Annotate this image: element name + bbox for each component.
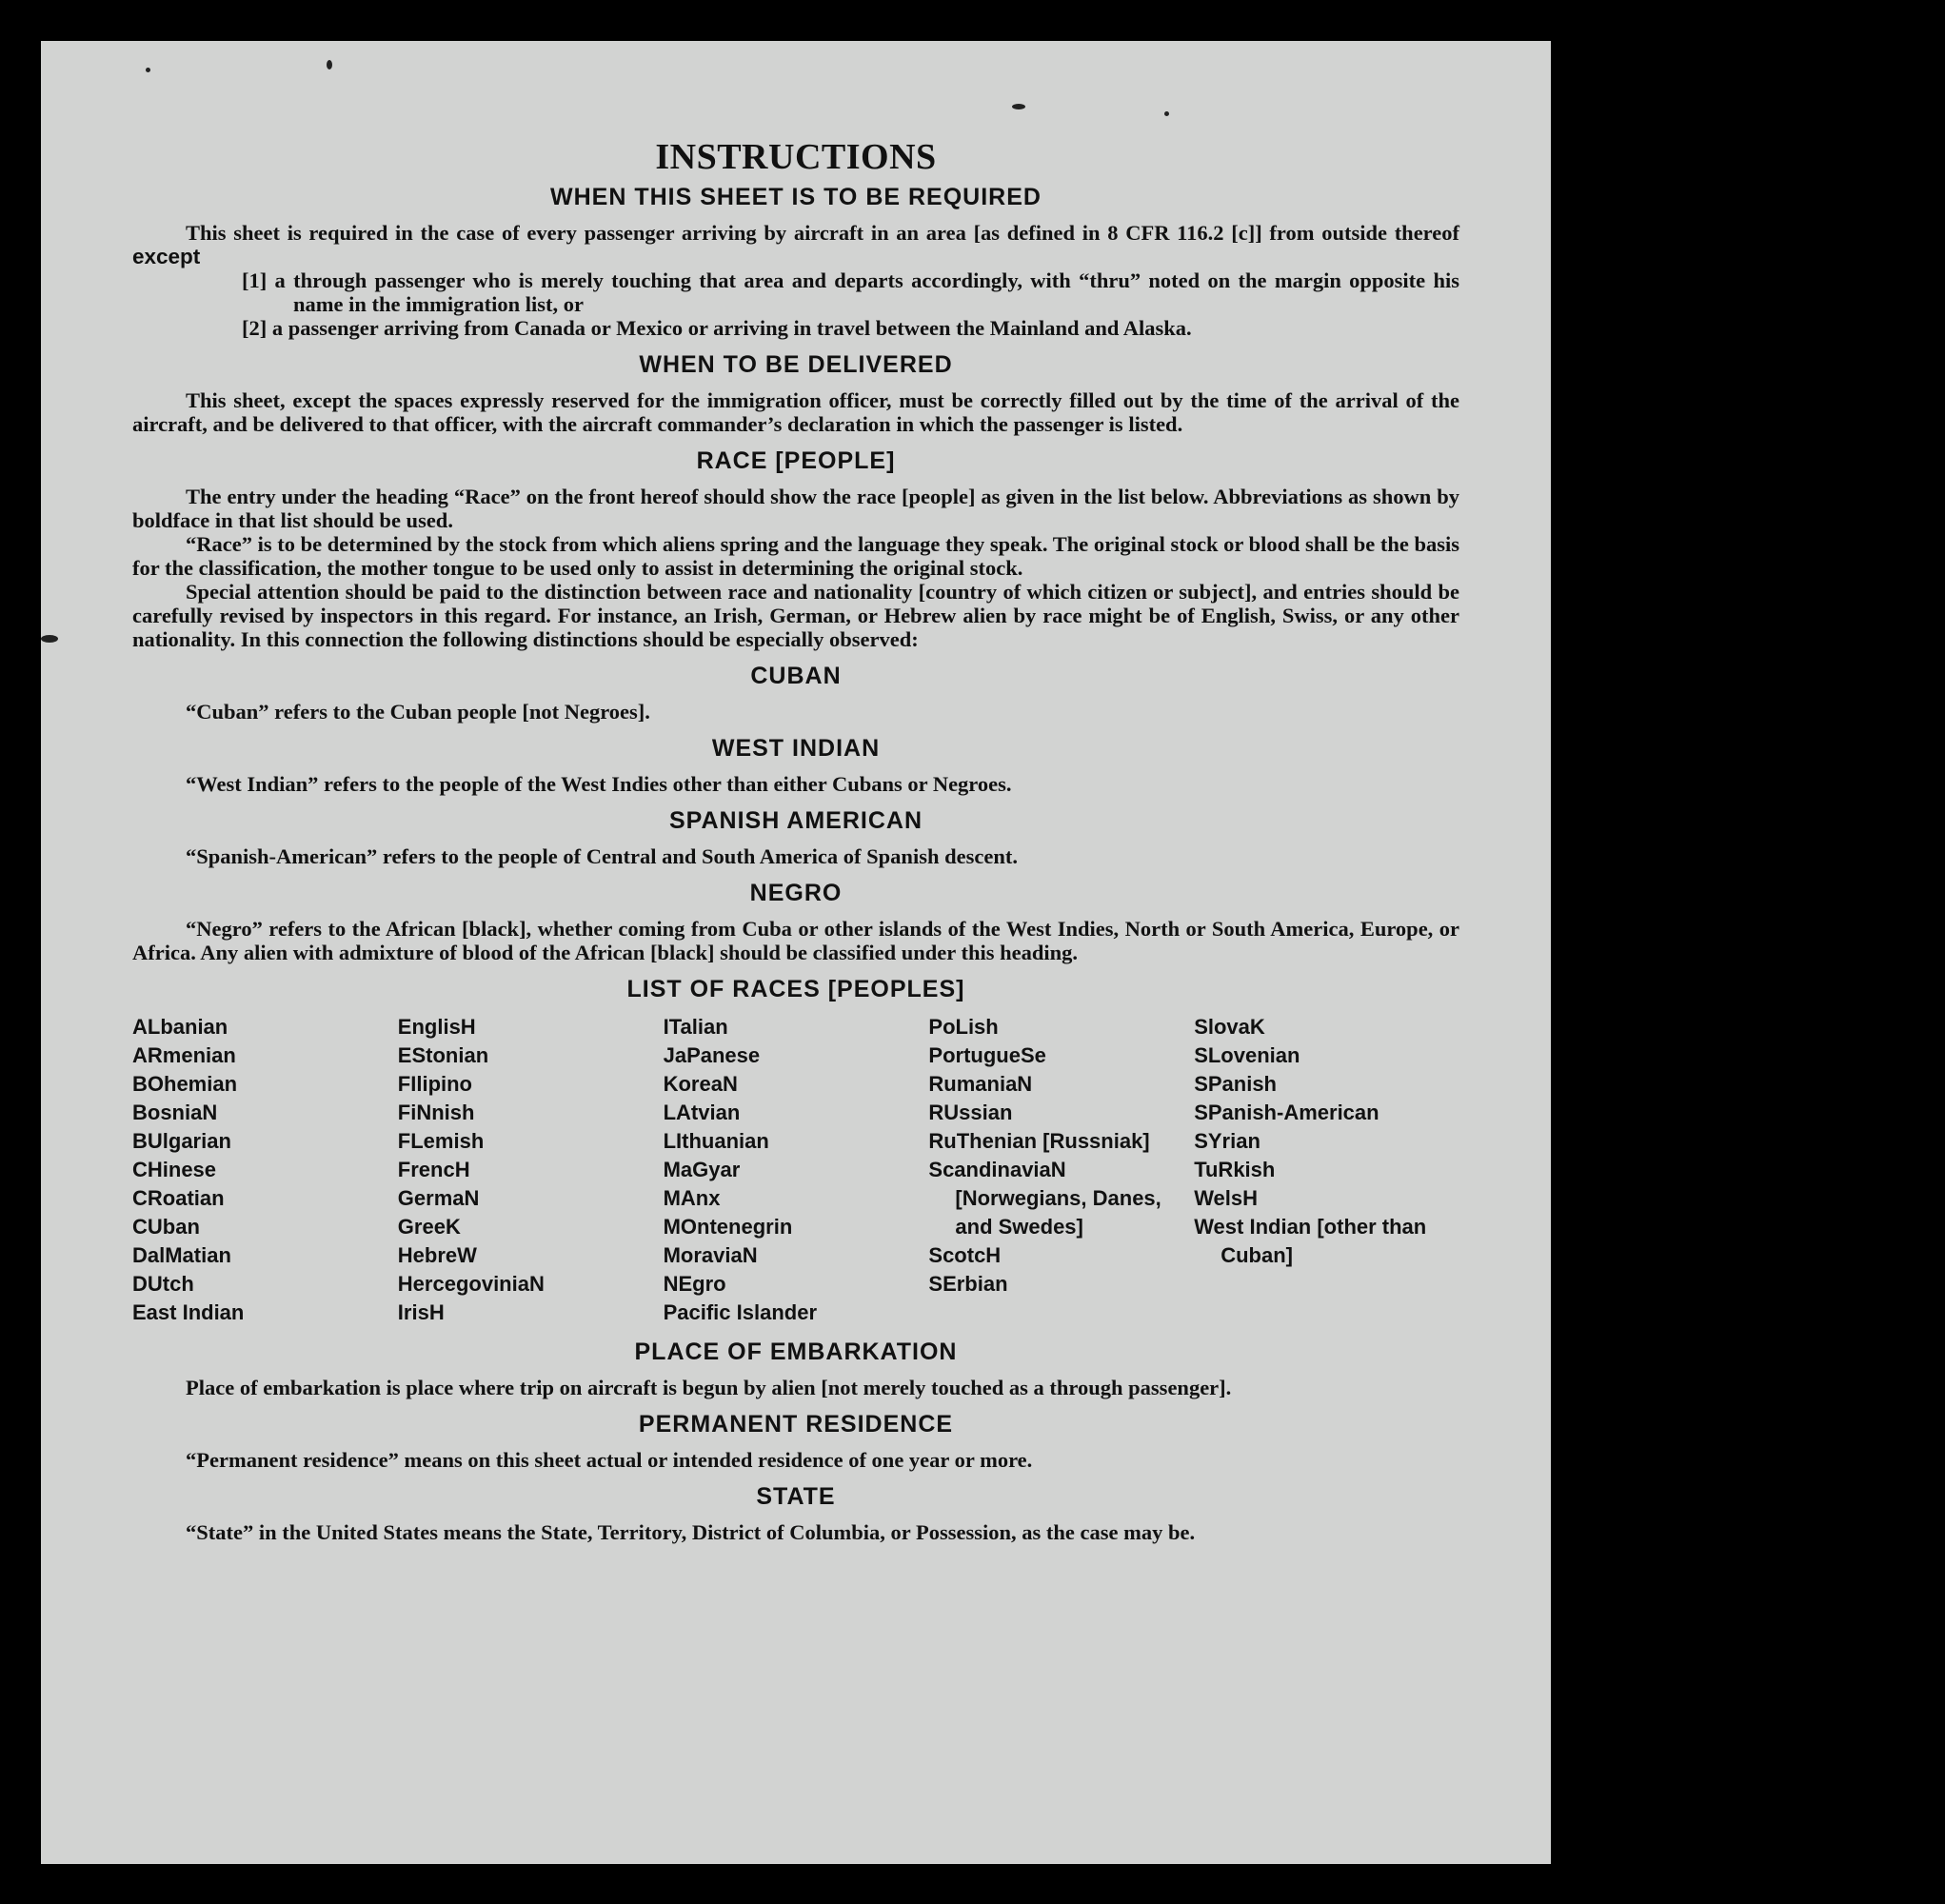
exception-item-1: [1] a through passenger who is merely touching that area and departs accordingly, with “thru” noted on the margin opposite his name in the immigration list, or (242, 268, 1459, 316)
race-item: FrencH (397, 1158, 470, 1181)
west-indian-text: “West Indian” refers to the people of the West Indies other than either Cubans or Negroes. (186, 772, 1012, 796)
race-item: EnglisH (397, 1015, 476, 1039)
race-item: ScotcH (928, 1243, 1002, 1267)
spanish-american-text: “Spanish-American” refers to the people of Central and South America of Spanish descent. (186, 844, 1018, 868)
race-item: BUlgarian (132, 1129, 231, 1153)
race-item: WelsH (1194, 1186, 1259, 1210)
scan-speck (41, 635, 58, 643)
race-item: DUtch (132, 1272, 194, 1296)
instruction-sheet (41, 41, 1551, 1864)
race-paragraph-2: “Race” is to be determined by the stock from which aliens spring and the language they speak. The original stock or blood shall be the basis for the classification, the mother tongue to be used only to assist in determining the original stock. (132, 532, 1459, 580)
residence-text: “Permanent residence” means on this sheet actual or intended residence of one year or more. (186, 1448, 1033, 1472)
heading-negro: NEGRO (749, 880, 843, 906)
race-item: RUssian (928, 1101, 1013, 1124)
scan-speck (1164, 111, 1169, 116)
race-item: HercegoviniaN (397, 1272, 545, 1296)
race-paragraph-3: Special attention should be paid to the distinction between race and nationality [country of which citizen or subject], and entries should be carefully revised by inspectors in this regard. For instance, an Irish, German, or Hebrew alien by race might be of English, Swiss, or any other nationality. In this connection the following distinctions should be especially observed: (132, 580, 1459, 651)
race-item: FiNnish (397, 1101, 475, 1124)
race-item: ScandinaviaN [Norwegians, Danes, and Swedes] (928, 1158, 1161, 1239)
scan-speck (1012, 104, 1025, 109)
heading-list-of-races: LIST OF RACES [PEOPLES] (626, 976, 965, 1002)
race-item: CHinese (132, 1158, 217, 1181)
race-item: FLemish (397, 1129, 485, 1153)
race-item: Pacific Islander (663, 1300, 818, 1324)
race-item: GreeK (397, 1215, 461, 1239)
race-item: SErbian (928, 1272, 1008, 1296)
race-item: TuRkish (1194, 1158, 1276, 1181)
except-word: except (132, 245, 201, 268)
race-item: RumaniaN (928, 1072, 1033, 1096)
race-item: LAtvian (663, 1101, 741, 1124)
heading-cuban: CUBAN (750, 663, 842, 689)
race-item: JaPanese (663, 1043, 761, 1067)
race-item: CRoatian (132, 1186, 225, 1210)
race-item: DalMatian (132, 1243, 231, 1267)
race-item: BOhemian (132, 1072, 238, 1096)
race-item: East Indian (132, 1300, 245, 1324)
heading-permanent-residence: PERMANENT RESIDENCE (638, 1411, 954, 1438)
race-item: SPanish-American (1194, 1101, 1379, 1124)
race-column-2 (398, 1013, 664, 1327)
race-column-3 (664, 1013, 929, 1327)
race-item: SYrian (1194, 1129, 1260, 1153)
race-item: SlovaK (1194, 1015, 1265, 1039)
embarkation-text: Place of embarkation is place where trip on aircraft is begun by alien [not merely touched as a through passenger]. (186, 1376, 1232, 1399)
state-text: “State” in the United States means the State, Territory, District of Columbia, or Possession, as the case may be. (186, 1520, 1196, 1544)
race-item: SPanish (1194, 1072, 1277, 1096)
race-item: KoreaN (663, 1072, 738, 1096)
heading-when-delivered: WHEN TO BE DELIVERED (639, 351, 953, 378)
race-item: PortugueSe (928, 1043, 1046, 1067)
heading-when-required: WHEN THIS SHEET IS TO BE REQUIRED (550, 184, 1042, 210)
race-item: ARmenian (132, 1043, 236, 1067)
race-paragraph-1: The entry under the heading “Race” on the front hereof should show the race [people] as given in the list below. Abbreviations as shown by boldface in that list should be used. (132, 485, 1459, 532)
race-item: MOntenegrin (663, 1215, 793, 1239)
race-list (132, 1013, 1459, 1327)
race-item: NEgro (663, 1272, 726, 1296)
heading-spanish-american: SPANISH AMERICAN (668, 807, 923, 834)
required-intro (132, 221, 1459, 268)
required-intro-text: This sheet is required in the case of every passenger arriving by aircraft in an area [as defined in 8 CFR 116.2 [c]] from outside thereof (186, 221, 1459, 245)
heading-race: RACE [PEOPLE] (696, 447, 896, 474)
page-title: INSTRUCTIONS (655, 137, 937, 177)
race-item: BosniaN (132, 1101, 218, 1124)
cuban-text: “Cuban” refers to the Cuban people [not Negroes]. (186, 700, 650, 724)
race-item: EStonian (397, 1043, 489, 1067)
delivered-text: This sheet, except the spaces expressly reserved for the immigration officer, must be correctly filled out by the time of the arrival of the aircraft, and be delivered to that officer, with the aircraft commander’s declaration in which the passenger is listed. (132, 388, 1459, 436)
race-item: PoLish (928, 1015, 999, 1039)
race-column-1 (132, 1013, 398, 1327)
heading-state: STATE (756, 1483, 836, 1510)
exception-list (242, 268, 1459, 340)
scan-speck (146, 68, 150, 72)
race-item: RuThenian [Russniak] (928, 1129, 1150, 1153)
race-item: ALbanian (132, 1015, 228, 1039)
race-item: ITalian (663, 1015, 728, 1039)
race-item: CUban (132, 1215, 200, 1239)
race-item: HebreW (397, 1243, 477, 1267)
negro-text: “Negro” refers to the African [black], whether coming from Cuba or other islands of the West Indies, North or South America, Europe, or Africa. Any alien with admixture of blood of the African [black] should be classified under this heading. (132, 917, 1459, 964)
race-item: MaGyar (663, 1158, 741, 1181)
race-item: GermaN (397, 1186, 480, 1210)
exception-item-2: [2] a passenger arriving from Canada or Mexico or arriving in travel between the Mainland and Alaska. (242, 316, 1192, 340)
race-item: West Indian [other than Cuban] (1194, 1215, 1427, 1267)
race-column-4 (928, 1013, 1194, 1327)
race-column-5 (1194, 1013, 1459, 1327)
race-item: FIlipino (397, 1072, 472, 1096)
race-item: SLovenian (1194, 1043, 1300, 1067)
race-item: MoraviaN (663, 1243, 758, 1267)
race-item: IrisH (397, 1300, 445, 1324)
race-item: LIthuanian (663, 1129, 769, 1153)
race-item: MAnx (663, 1186, 721, 1210)
heading-embarkation: PLACE OF EMBARKATION (634, 1339, 958, 1365)
heading-west-indian: WEST INDIAN (711, 735, 881, 762)
scan-speck (327, 60, 332, 69)
